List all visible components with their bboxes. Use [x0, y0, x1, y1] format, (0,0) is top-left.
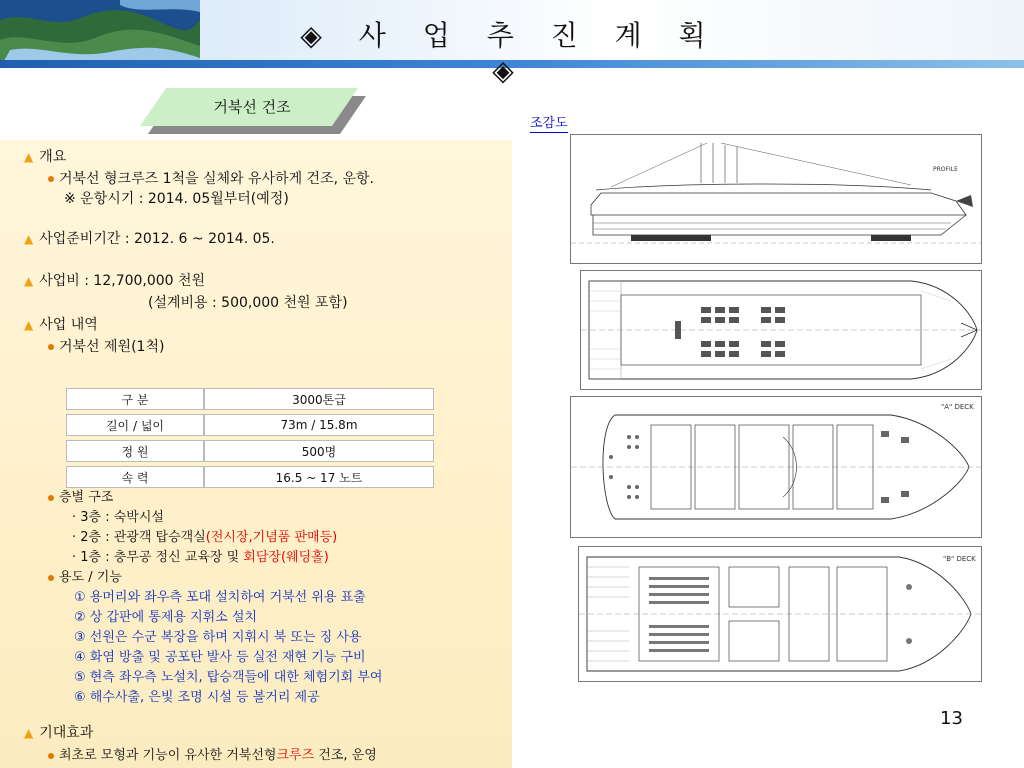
floor-2-label: · 2층 : 관광객 탑승객실	[72, 530, 206, 545]
triangle-bullet-icon: ▲	[24, 726, 34, 740]
effect-item-highlight: 크루즈	[276, 748, 315, 763]
budget-sub: (설계비용 : 500,000 천원 포함)	[148, 295, 348, 311]
dot-bullet-icon	[48, 753, 54, 759]
usage-item: ④ 화염 방출 및 공포탄 발사 등 실전 재현 기능 구비	[74, 650, 366, 665]
header-coast-photo	[0, 0, 200, 68]
spec-value: 500명	[204, 440, 434, 462]
triangle-bullet-icon: ▲	[24, 232, 34, 246]
usage-item: ⑤ 현측 좌우측 노설치, 탑승객들에 대한 체험기회 부여	[74, 670, 383, 685]
ship-b-deck-drawing	[578, 546, 982, 682]
overview-note: ※ 운항시기 : 2014. 05월부터(예정)	[64, 191, 289, 207]
spec-key: 길이 / 넓이	[66, 414, 204, 436]
usage-item: ⑥ 해수사출, 은빛 조명 시설 등 볼거리 제공	[74, 690, 320, 705]
dot-bullet-icon	[48, 176, 54, 182]
spec-value: 3000톤급	[204, 388, 434, 410]
effect-item-text: 최초로 모형과 기능이 유사한 거북선형	[59, 748, 277, 763]
spec-value: 16.5 ~ 17 노트	[204, 466, 434, 488]
usage-title: 용도 / 기능	[59, 570, 122, 585]
spec-value: 73m / 15.8m	[204, 414, 434, 436]
ship-topdeck-drawing	[580, 270, 982, 390]
effect-title: 기대효과	[39, 725, 94, 741]
dot-bullet-icon	[48, 495, 54, 501]
table-row	[66, 440, 434, 462]
profile-label: PROFILE	[933, 166, 958, 173]
floors-title: 층별 구조	[59, 490, 114, 505]
spec-key: 정 원	[66, 440, 204, 462]
dot-bullet-icon	[48, 575, 54, 581]
floor-1	[72, 546, 329, 565]
usage-item: ③ 선원은 수군 복장을 하며 지휘시 북 또는 징 사용	[74, 630, 362, 645]
triangle-bullet-icon: ▲	[24, 150, 34, 164]
header-banner	[0, 0, 1024, 87]
floor-1-detail: 회담장(웨딩홀)	[243, 550, 329, 565]
section-tab-label: 거북선 건조	[213, 98, 291, 116]
floor-1-label: · 1층 : 충무공 정신 교육장	[72, 550, 223, 565]
floor-3: · 3층 : 숙박시설	[72, 510, 164, 525]
page-number: 13	[940, 708, 963, 729]
budget-title: 사업비 : 12,700,000 천원	[39, 273, 206, 289]
b-deck-label: "B" DECK	[943, 555, 976, 563]
section-tab	[138, 88, 366, 134]
ship-a-deck-drawing	[570, 396, 982, 538]
usage-item: ② 상 갑판에 통제용 지휘소 설치	[74, 610, 258, 625]
ship-profile-drawing	[570, 134, 982, 264]
floor-2	[72, 526, 337, 545]
spec-table	[66, 384, 434, 492]
spec-key: 구 분	[66, 388, 204, 410]
effect-item-tail: 건조, 운영	[314, 748, 377, 763]
dot-bullet-icon	[48, 344, 54, 350]
spec-key: 속 력	[66, 466, 204, 488]
contents-title: 사업 내역	[39, 317, 98, 333]
table-row	[66, 414, 434, 436]
a-deck-label: "A" DECK	[941, 403, 974, 411]
floor-1-and: 및	[222, 550, 244, 565]
overview-title: 개요	[39, 149, 67, 165]
page-title: ◈ 사 업 추 진 계 획 ◈	[300, 19, 720, 87]
triangle-bullet-icon: ▲	[24, 318, 34, 332]
table-row	[66, 466, 434, 488]
prep-title: 사업준비기간 : 2012. 6 ~ 2014. 05.	[39, 231, 275, 247]
triangle-bullet-icon: ▲	[24, 274, 34, 288]
spec-title: 거북선 제원(1척)	[59, 339, 165, 355]
floor-2-detail: (전시장,기념품 판매등)	[205, 530, 338, 545]
usage-item: ① 용머리와 좌우측 포대 설치하여 거북선 위용 표출	[74, 590, 366, 605]
table-row	[66, 388, 434, 410]
overview-item: 거북선 형크루즈 1척을 실체와 유사하게 건조, 운항.	[59, 171, 374, 187]
bird-view-caption[interactable]: 조감도	[530, 116, 568, 131]
